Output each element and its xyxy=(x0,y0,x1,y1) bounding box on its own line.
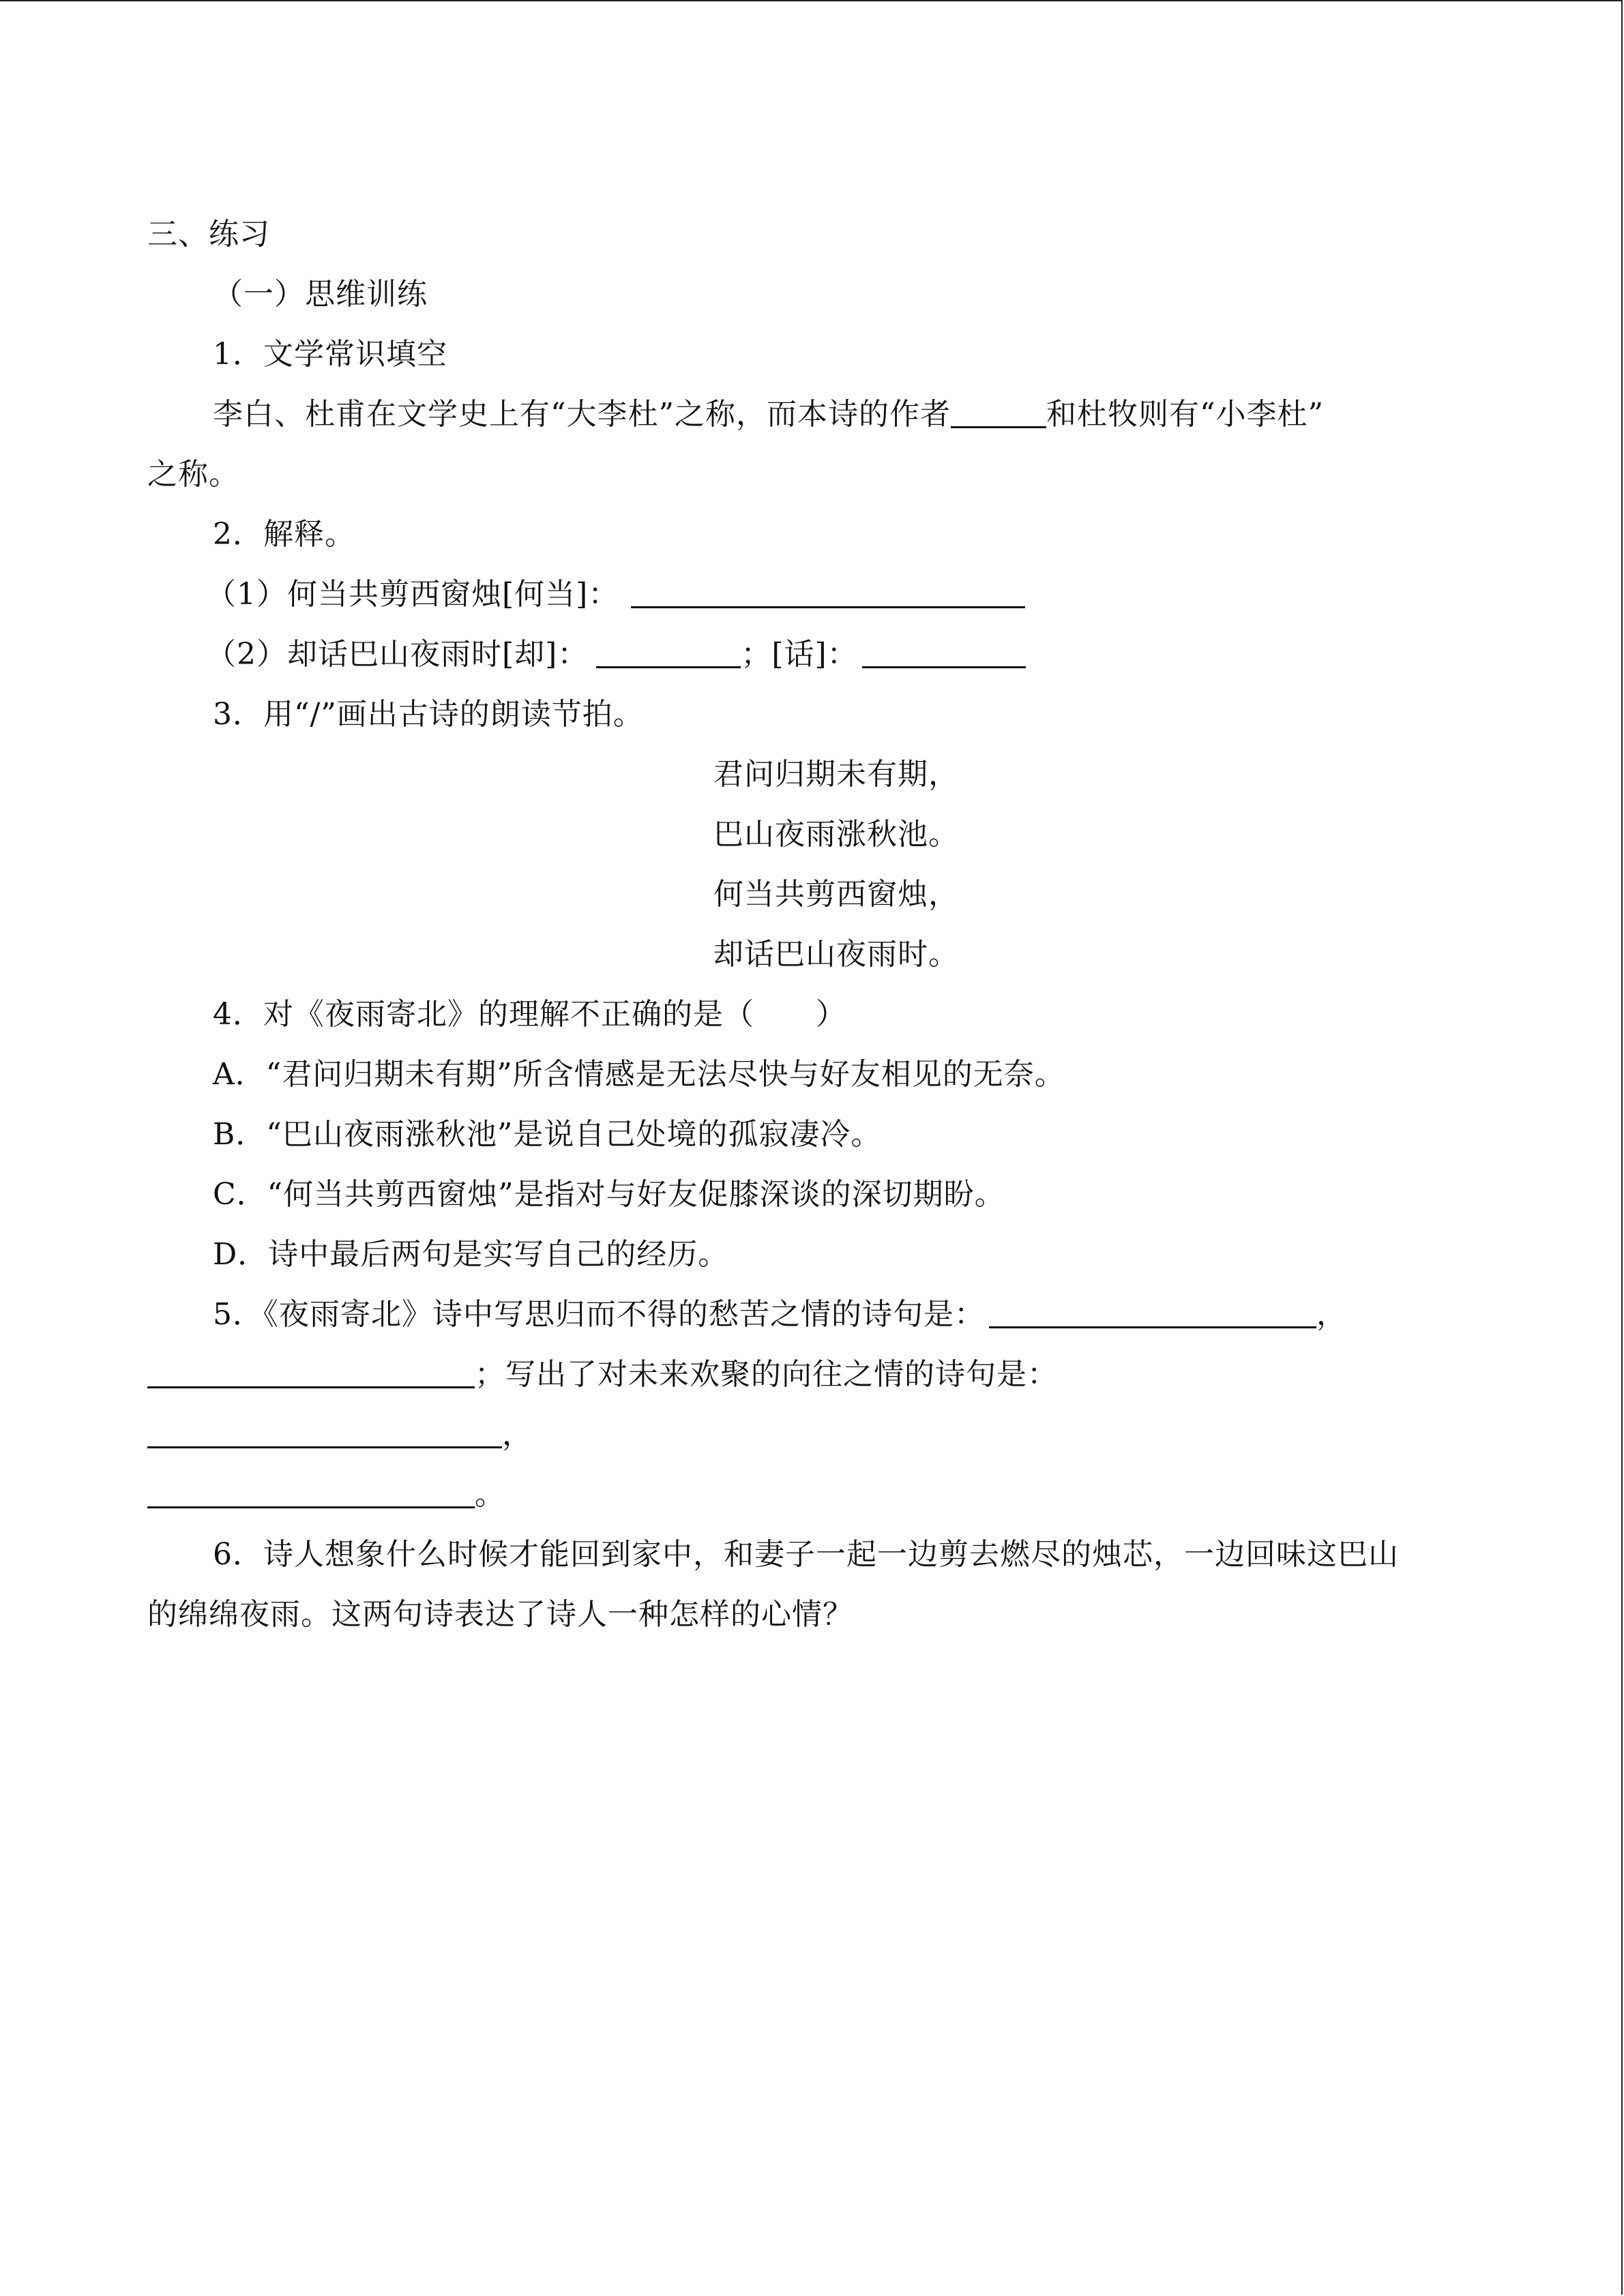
question-4-title: 4．对《夜雨寄北》的理解不正确的是（ ） xyxy=(213,997,846,1032)
question-5-comma: ， xyxy=(1316,1297,1347,1332)
answer-blank-que[interactable] xyxy=(596,636,741,668)
question-5-comma-2: ， xyxy=(502,1417,533,1452)
poem-line-4: 却话巴山夜雨时。 xyxy=(713,937,959,972)
question-5-line-4 xyxy=(147,1465,1484,1525)
question-5-text-a: 5．《夜雨寄北》诗中写思归而不得的愁苦之情的诗句是： xyxy=(213,1297,985,1332)
question-6-text: 6．诗人想象什么时候才能回到家中，和妻子一起一边剪去燃尽的烛芯，一边回味这巴山 xyxy=(213,1537,1399,1572)
poem-line-2: 巴山夜雨涨秋池。 xyxy=(713,817,959,852)
answer-blank-5-4[interactable] xyxy=(147,1476,475,1508)
question-5-line-2 xyxy=(147,1345,1484,1405)
question-5-period: 。 xyxy=(475,1477,505,1512)
question-6-text-cont: 的绵绵夜雨。这两句诗表达了诗人一种怎样的心情？ xyxy=(147,1597,853,1632)
section-title: 三、练习 xyxy=(147,217,270,252)
answer-blank-author[interactable] xyxy=(951,396,1046,428)
question-5-text-b: ；写出了对未来欢聚的向往之情的诗句是： xyxy=(475,1357,1058,1392)
question-5-line-3 xyxy=(147,1405,1484,1465)
question-2-item-2 xyxy=(147,625,1484,685)
question-5-line-1 xyxy=(147,1285,1484,1345)
question-1-text-before: 李白、杜甫在文学史上有“大李杜”之称，而本诗的作者 xyxy=(213,397,951,432)
question-1-text-after: 和杜牧则有“小李杜” xyxy=(1046,397,1324,432)
subsection-title: （一）思维训练 xyxy=(213,277,428,312)
option-a[interactable]: A．“君问归期未有期”所含情感是无法尽快与好友相见的无奈。 xyxy=(213,1057,1065,1092)
answer-blank-hedang[interactable] xyxy=(631,576,1025,608)
question-1-text xyxy=(147,385,1484,445)
answer-blank-hua[interactable] xyxy=(862,636,1026,668)
question-2-item-1 xyxy=(147,565,1484,625)
question-2-item-2-sep: ；[话]： xyxy=(741,637,858,672)
option-c[interactable]: C．“何当共剪西窗烛”是指对与好友促膝深谈的深切期盼。 xyxy=(213,1177,1005,1212)
question-1-title: 1．文学常识填空 xyxy=(213,337,447,372)
answer-blank-5-2[interactable] xyxy=(147,1356,475,1388)
question-2-item-2-text: （2）却话巴山夜雨时[却]： xyxy=(206,637,589,672)
document-body xyxy=(147,205,1484,1645)
answer-blank-5-3[interactable] xyxy=(147,1416,502,1448)
question-2-item-1-text: （1）何当共剪西窗烛[何当]： xyxy=(206,577,619,612)
poem-line-3: 何当共剪西窗烛， xyxy=(713,877,959,912)
poem-line-1: 君问归期未有期， xyxy=(713,757,959,792)
question-1-text-cont: 之称。 xyxy=(147,457,239,492)
question-3-title: 3．用“/”画出古诗的朗读节拍。 xyxy=(213,697,644,732)
option-b[interactable]: B．“巴山夜雨涨秋池”是说自己处境的孤寂凄冷。 xyxy=(213,1117,882,1152)
answer-blank-5-1[interactable] xyxy=(989,1296,1316,1328)
question-2-title: 2．解释。 xyxy=(213,517,355,552)
option-d[interactable]: D．诗中最后两句是实写自己的经历。 xyxy=(213,1237,729,1272)
